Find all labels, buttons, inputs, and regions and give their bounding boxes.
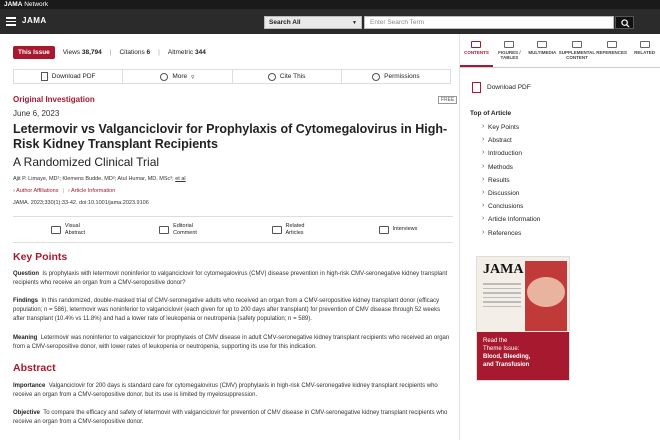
free-badge: FREE [438,96,457,104]
cover-line2: Theme Issue: [483,346,520,352]
toc-item[interactable]: › Discussion [482,190,540,203]
related-articles-label: Related Articles [285,223,305,236]
visual-abstract-button[interactable] [13,217,123,242]
network-strip [0,0,660,9]
toc-title[interactable]: Top of Article [470,110,512,117]
altmetric-score[interactable] [168,49,206,56]
kp-meaning-label: Meaning [13,335,38,341]
cover-logo: JAMA [483,262,524,277]
toc-item[interactable]: › Article Information [482,216,540,229]
kp-meaning [13,334,453,352]
tab-related-label: RELATED [634,50,656,55]
article-information-link[interactable]: › Article Information [67,188,116,194]
document-icon [159,226,169,234]
kp-question-label: Question [13,271,40,277]
article-tools [13,216,453,243]
editorial-comment-label: Editorial Comment [173,223,197,236]
download-pdf-label: Download PDF [51,73,96,80]
jama-logo[interactable]: JAMA [22,16,47,25]
sidebar-download-pdf-label: Download PDF [487,84,531,91]
paperclip-icon [572,41,582,48]
kp-question [13,270,453,288]
top-navbar [0,9,660,34]
tab-supplemental[interactable] [559,38,595,67]
search-button[interactable] [615,16,634,29]
tab-contents[interactable] [460,38,493,67]
link-icon [272,226,282,234]
toc-item[interactable]: › Methods [482,164,540,177]
article-metrics: This Issue Views 38,794 | Citations 6 | Altmetric 344 [13,45,206,59]
altmetric-value: 344 [194,48,206,56]
permissions-label: Permissions [384,73,420,80]
more-button[interactable] [123,70,232,83]
network-brand: JAMA [4,1,23,8]
article-subtitle: A Randomized Clinical Trial [13,155,160,169]
search-input[interactable]: Enter Search Term [364,16,614,29]
search-scope-select[interactable] [264,16,362,29]
citations-label: Citations [119,48,145,56]
cover-line1: Read the [483,338,508,344]
visual-abstract-label: Visual Abstract [64,223,86,236]
kp-question-text: Is prophylaxis with letermovir noninferior to valganciclovir for cytomegalovirus (CMV) disease prevention in high-risk CMV-seronegative kidney transplant recipients who receive an organ from a CMV-seropositive donor? [13,271,448,286]
link-icon [640,41,650,48]
list-icon [471,41,481,48]
more-label: More [172,73,188,80]
copyright-icon [372,73,380,81]
abstract-heading: Abstract [13,362,56,374]
ab-objective-text: To compare the efficacy and safety of letermovir with valganciclovir for prevention of CMV disease in CMV-seronegative kidney transplant recipients who receive an organ from a CMV-seropositive donor. [13,410,448,425]
quote-icon [607,41,617,48]
ab-importance-text: Valganciclovir for 200 days is standard care for cytomegalovirus (CMV) prophylaxis in high-risk CMV-seronegative kidney transplant recipients who receive an organ from a CMV-seropositive donor, but its use is limited by myelosuppression. [13,383,438,398]
cover-line4: and Transfusion [483,362,530,368]
network-suffix: Network [22,1,49,8]
publication-type: Original Investigation [13,95,95,104]
citations-value: 6 [146,48,151,56]
ab-importance-label: Importance [13,383,46,389]
chevron-down-icon: ▼ [352,20,357,26]
cover-artwork-detail [527,277,565,307]
article-action-bar [13,69,451,84]
theme-issue-banner [477,332,570,381]
views-count [63,49,102,56]
toc-item[interactable]: › Abstract [482,137,540,150]
sidebar-tabs [460,38,660,68]
editorial-comment-button[interactable] [123,217,233,242]
author-links: › Author Affiliations | › Article Information [13,188,116,194]
views-label: Views [62,48,81,56]
article-title: Letermovir vs Valganciclovir for Prophylaxis of Cytomegalovirus in High-Risk Kidney Transplant Recipients [13,122,448,151]
kp-findings-label: Findings [13,298,38,304]
image-icon [51,226,61,234]
author-list [13,176,186,182]
this-issue-badge[interactable]: This Issue [13,46,55,59]
author-affiliations-link[interactable]: › Author Affiliations [13,188,59,194]
sidebar-download-pdf[interactable] [472,82,531,93]
permissions-button[interactable] [342,70,450,83]
figure-icon [504,41,514,48]
altmetric-label: Altmetric [167,48,194,56]
toc-item[interactable]: › Key Points [482,124,540,137]
search-icon [621,19,630,28]
citations-count[interactable] [119,49,150,56]
table-of-contents [482,124,540,243]
right-sidebar [459,34,660,440]
tab-multimedia[interactable] [526,38,559,67]
ab-objective-label: Objective [13,410,41,416]
cover-text-lines [483,283,521,310]
tab-supplemental-label: SUPPLEMENTAL CONTENT [558,50,596,60]
kp-findings [13,297,453,324]
chevron-down-icon: ▿ [191,73,195,81]
quote-icon [268,73,276,81]
citation-line: JAMA. 2023;330(1):33-42. doi:10.1001/jama.2023.9106 [13,200,149,206]
toc-item[interactable]: › Results [482,177,540,190]
cite-this-label: Cite This [279,73,306,80]
views-value: 38,794 [81,48,102,56]
tab-related[interactable] [628,38,660,67]
pdf-icon [472,82,481,93]
pdf-icon [41,72,48,81]
menu-icon[interactable] [6,17,16,26]
interviews-label: Interviews [392,226,418,233]
ab-importance [13,382,453,400]
tab-references-label: REFERENCES [596,50,628,55]
key-points-heading: Key Points [13,251,68,263]
kp-meaning-text: Letermovir was noninferior to valganciclovir for prophylaxis of CMV disease in adult CMV-seronegative kidney transplant recipients who received an organ from a CMV-seropositive donor, with lower rates of leukopenia or neutropenia, supporting its use for this indication. [13,335,450,350]
toc-item[interactable]: › Conclusions [482,203,540,216]
related-articles-button[interactable] [233,217,343,242]
share-icon [160,73,168,81]
ab-objective [13,409,453,427]
cite-this-button[interactable] [233,70,342,83]
tab-multimedia-label: MULTIMEDIA [528,50,557,55]
download-pdf-button[interactable] [14,70,123,83]
toc-item[interactable]: › Introduction [482,150,540,163]
tab-contents-label: CONTENTS [464,50,489,55]
cover-line3: Blood, Bleeding, [483,354,531,360]
author-names: Ajit P. Limaye, MD¹; Klemens Budde, MD²; Atul Humar, MD, MSc³; [13,176,174,182]
tab-figures-tables[interactable] [493,38,526,67]
toc-item[interactable]: › References [482,230,540,243]
kp-findings-text: In this randomized, double-masked trial of CMV-seronegative adults who received an organ from a CMV-seropositive kidney transplant donor (efficacy population; n = 586), letermovir was noninferior to valganciclovir (each given for up to 200 days after transplant) for prevention of CMV disease through 52 weeks after transplant (10.4% vs 11.8%) and had a lower rate of leukopenia or neutropenia (safety population; n = 589). [13,298,441,322]
search-scope-label: Search All [269,19,301,26]
play-icon [537,41,547,48]
theme-issue-cover[interactable] [476,256,570,381]
people-icon [379,226,389,234]
tab-figures-label: FIGURES / TABLES [498,50,521,60]
publication-date: June 6, 2023 [13,109,60,118]
tab-references[interactable] [595,38,628,67]
interviews-button[interactable] [343,217,453,242]
et-al-link[interactable]: et al [175,176,186,182]
